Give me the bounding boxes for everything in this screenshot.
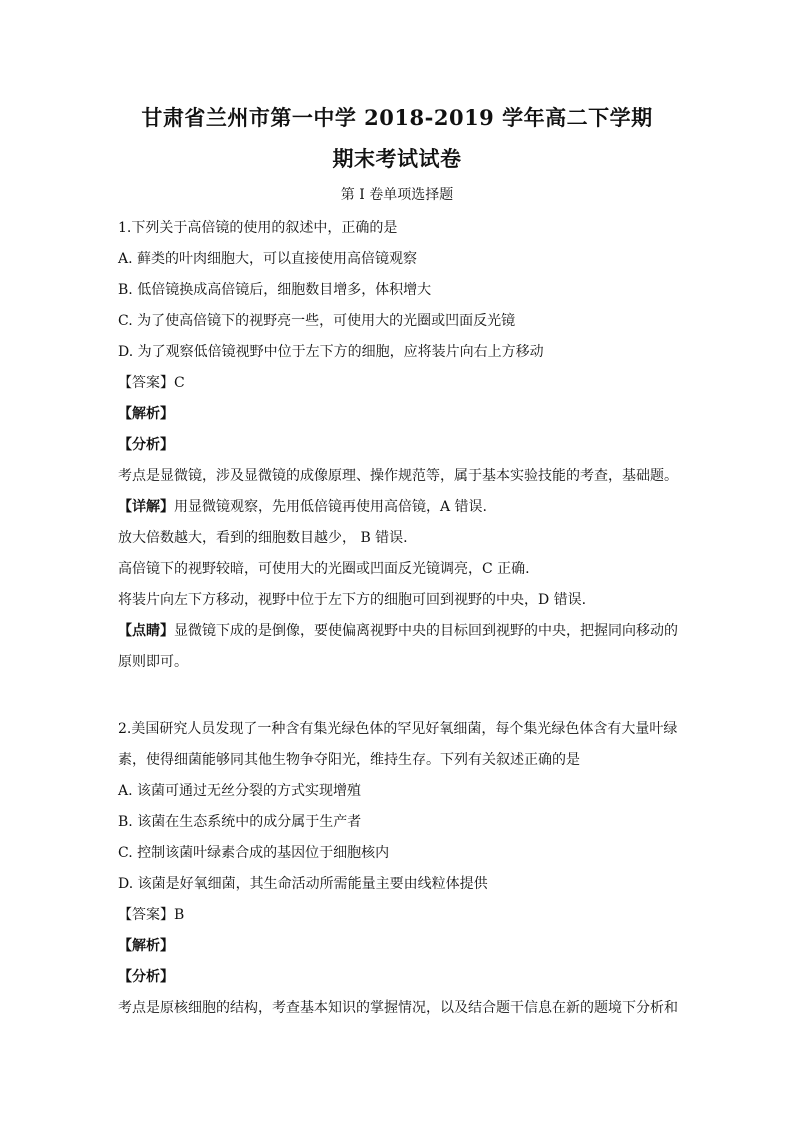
question-1-dianjing-label: 【点睛】	[118, 623, 174, 639]
question-1-dianjing-text1: 显微镜下成的是倒像，要使偏离视野中央的目标回到视野的中央，把握同向移动的	[174, 623, 678, 639]
question-1-analysis-label: 【解析】	[118, 406, 174, 422]
question-1-option-d: D. 为了观察低倍镜视野中位于左下方的细胞，应将装片向右上方移动	[118, 344, 544, 360]
question-2-option-a: A. 该菌可通过无丝分裂的方式实现增殖	[118, 783, 362, 799]
question-1-detail-text1: 用显微镜观察，先用低倍镜再使用高倍镜，A 错误.	[174, 499, 488, 515]
question-1-dianjing-line2: 原则即可。	[118, 654, 188, 670]
question-2-analysis-label: 【解析】	[118, 938, 174, 954]
section-title: 第 I 卷单项选择题	[340, 187, 454, 203]
question-1-stem: 1.下列关于高倍镜的使用的叙述中，正确的是	[118, 220, 398, 236]
question-1-answer: 【答案】C	[118, 375, 185, 391]
question-1-detail-line4: 将装片向左下方移动，视野中位于左下方的细胞可回到视野的中央，D 错误.	[118, 592, 587, 608]
question-gap	[118, 678, 683, 714]
question-2-fenxi-label: 【分析】	[118, 969, 174, 985]
question-1-detail-line3: 高倍镜下的视野较暗，可使用大的光圈或凹面反光镜调亮，C 正确.	[118, 561, 530, 577]
question-2-option-b: B. 该菌在生态系统中的成分属于生产者	[118, 814, 362, 830]
question-1-detail-line2: 放大倍数越大，看到的细胞数目越少， B 错误.	[118, 530, 408, 546]
exam-title-line2: 期末考试试卷	[332, 146, 462, 171]
question-1-option-a: A. 藓类的叶肉细胞大，可以直接使用高倍镜观察	[118, 251, 418, 267]
question-1-option-b: B. 低倍镜换成高倍镜后，细胞数目增多，体积增大	[118, 282, 432, 298]
question-2-stem-line1: 2.美国研究人员发现了一种含有集光绿色体的罕见好氧细菌，每个集光绿色体含有大量叶绿	[118, 721, 678, 737]
exam-title-line1: 甘肃省兰州市第一中学 2018-2019 学年高二下学期	[141, 105, 653, 130]
question-1-fenxi-text: 考点是显微镜，涉及显微镜的成像原理、操作规范等，属于基本实验技能的考查，基础题。	[118, 468, 678, 484]
question-1-option-c: C. 为了使高倍镜下的视野亮一些，可使用大的光圈或凹面反光镜	[118, 313, 516, 329]
question-2-stem-line2: 素，使得细菌能够同其他生物争夺阳光，维持生存。下列有关叙述正确的是	[118, 752, 580, 768]
exam-body	[118, 213, 683, 1024]
question-2	[118, 714, 683, 1024]
question-1-dianjing-line1	[118, 616, 683, 647]
question-1-detail-line1	[118, 492, 683, 523]
question-1-fenxi-label: 【分析】	[118, 437, 174, 453]
question-1	[118, 213, 683, 678]
question-2-answer: 【答案】B	[118, 907, 185, 923]
question-2-option-c: C. 控制该菌叶绿素合成的基因位于细胞核内	[118, 845, 390, 861]
question-2-option-d: D. 该菌是好氧细菌，其生命活动所需能量主要由线粒体提供	[118, 876, 488, 892]
question-1-detail-label: 【详解】	[118, 499, 174, 515]
question-2-fenxi-text: 考点是原核细胞的结构，考查基本知识的掌握情况，以及结合题干信息在新的题境下分析和	[118, 1000, 678, 1016]
